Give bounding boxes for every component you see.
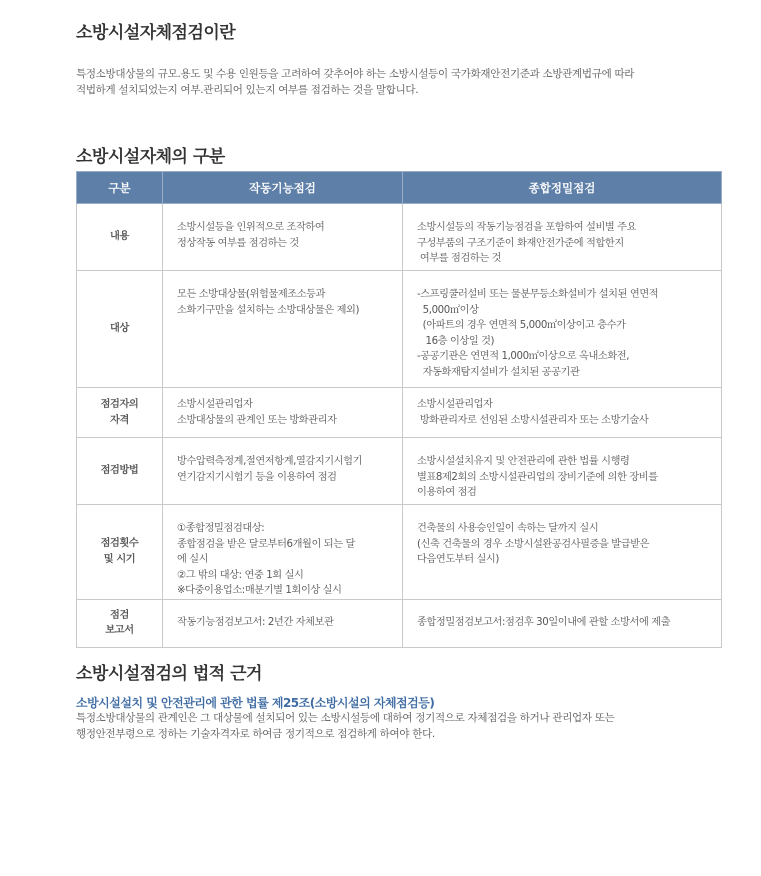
intro-line: 특정소방대상물의 규모.용도 및 수용 인원등을 고려하여 갖추어야 하는 소방시설등이 국가화재안전기준과 소방관계법규에 따라 xyxy=(76,68,635,80)
row-label: 점검횟수 및 시기 xyxy=(77,505,163,600)
row-label: 대상 xyxy=(77,271,163,388)
table-row xyxy=(77,505,722,600)
law-title: 소방시설설치 및 안전관리에 관한 법률 제25조(소방시설의 자체점검등) xyxy=(76,696,435,710)
intro-paragraph xyxy=(76,66,634,98)
section-title-intro: 소방시설자체점검이란 xyxy=(76,23,236,43)
table-row xyxy=(77,438,722,505)
header-comprehensive-check: 종합정밀점검 xyxy=(403,172,722,204)
operational-cell: 소방시설등을 인위적으로 조작하여 정상작동 여부를 점검하는 것 xyxy=(163,204,403,271)
row-label: 점검방법 xyxy=(77,438,163,505)
comprehensive-cell: 건축물의 사용승인일이 속하는 달까지 실시 (신축 건축물의 경우 소방시설완공검사필증을 발급받은 다음연도부터 실시) xyxy=(403,505,722,600)
comparison-table xyxy=(76,171,722,648)
row-label: 점검 보고서 xyxy=(77,599,163,647)
row-label: 점검자의 자격 xyxy=(77,388,163,438)
operational-cell: 방수압력측정계,절연저항계,열감지기시험기 연기감지기시험기 등을 이용하여 점검 xyxy=(163,438,403,505)
row-label: 내용 xyxy=(77,204,163,271)
law-paragraph xyxy=(76,710,614,742)
table-row xyxy=(77,599,722,647)
header-operational-check: 작동기능점검 xyxy=(163,172,403,204)
table-row xyxy=(77,204,722,271)
intro-line: 적법하게 설치되었는지 여부.관리되어 있는지 여부를 점검하는 것을 말합니다. xyxy=(76,84,419,96)
comprehensive-cell: 종합정밀점검보고서:점검후 30일이내에 관할 소방서에 제출 xyxy=(403,599,722,647)
law-line: 특정소방대상물의 관계인은 그 대상물에 설치되어 있는 소방시설등에 대하여 정기적으로 자체점검을 하거나 관리업자 또는 xyxy=(76,712,615,724)
table-row xyxy=(77,271,722,388)
comprehensive-cell: 소방시설설치유지 및 안전관리에 관한 법률 시행령 별표8제2회의 소방시설관리업의 장비기준에 의한 장비를 이용하여 점검 xyxy=(403,438,722,505)
section-title-legal-basis: 소방시설점검의 법적 근거 xyxy=(76,664,262,684)
operational-cell: 작동기능점검보고서: 2년간 자체보관 xyxy=(163,599,403,647)
operational-cell: ①종합정밀점검대상: 종합점검을 받은 달로부터6개월이 되는 달 에 실시 ②그 밖의 대상: 연중 1회 실시 ※다중이용업소:매분기별 1회이상 실시 xyxy=(163,505,403,600)
comprehensive-cell: -스프링쿨러설비 또는 물분무등소화설비가 설치된 연면적 5,000㎡이상 (아파트의 경우 연면적 5,000㎡이상이고 층수가 16층 이상일 것) -공공기관은 연면적 1,000㎡이상으로 옥내소화전, 자동화재탐지설비가 설치된 공공기관 xyxy=(403,271,722,388)
operational-cell: 소방시설관리업자 소방대상물의 관계인 또는 방화관리자 xyxy=(163,388,403,438)
section-title-classification: 소방시설자체의 구분 xyxy=(76,147,225,167)
operational-cell: 모든 소방대상물(위험물제조소등과 소화기구만을 설치하는 소방대상물은 제외) xyxy=(163,271,403,388)
law-line: 행정안전부령으로 정하는 기술자격자로 하여금 정기적으로 점검하게 하여야 한다. xyxy=(76,728,435,740)
comprehensive-cell: 소방시설관리업자 방화관리자로 선임된 소방시설관리자 또는 소방기술사 xyxy=(403,388,722,438)
header-category: 구분 xyxy=(77,172,163,204)
comprehensive-cell: 소방시설등의 작동기능점검을 포함하여 설비별 주요 구성부품의 구조기준이 화재안전가준에 적합한지 여부를 점검하는 것 xyxy=(403,204,722,271)
table-row xyxy=(77,388,722,438)
table-header-row xyxy=(77,172,722,204)
